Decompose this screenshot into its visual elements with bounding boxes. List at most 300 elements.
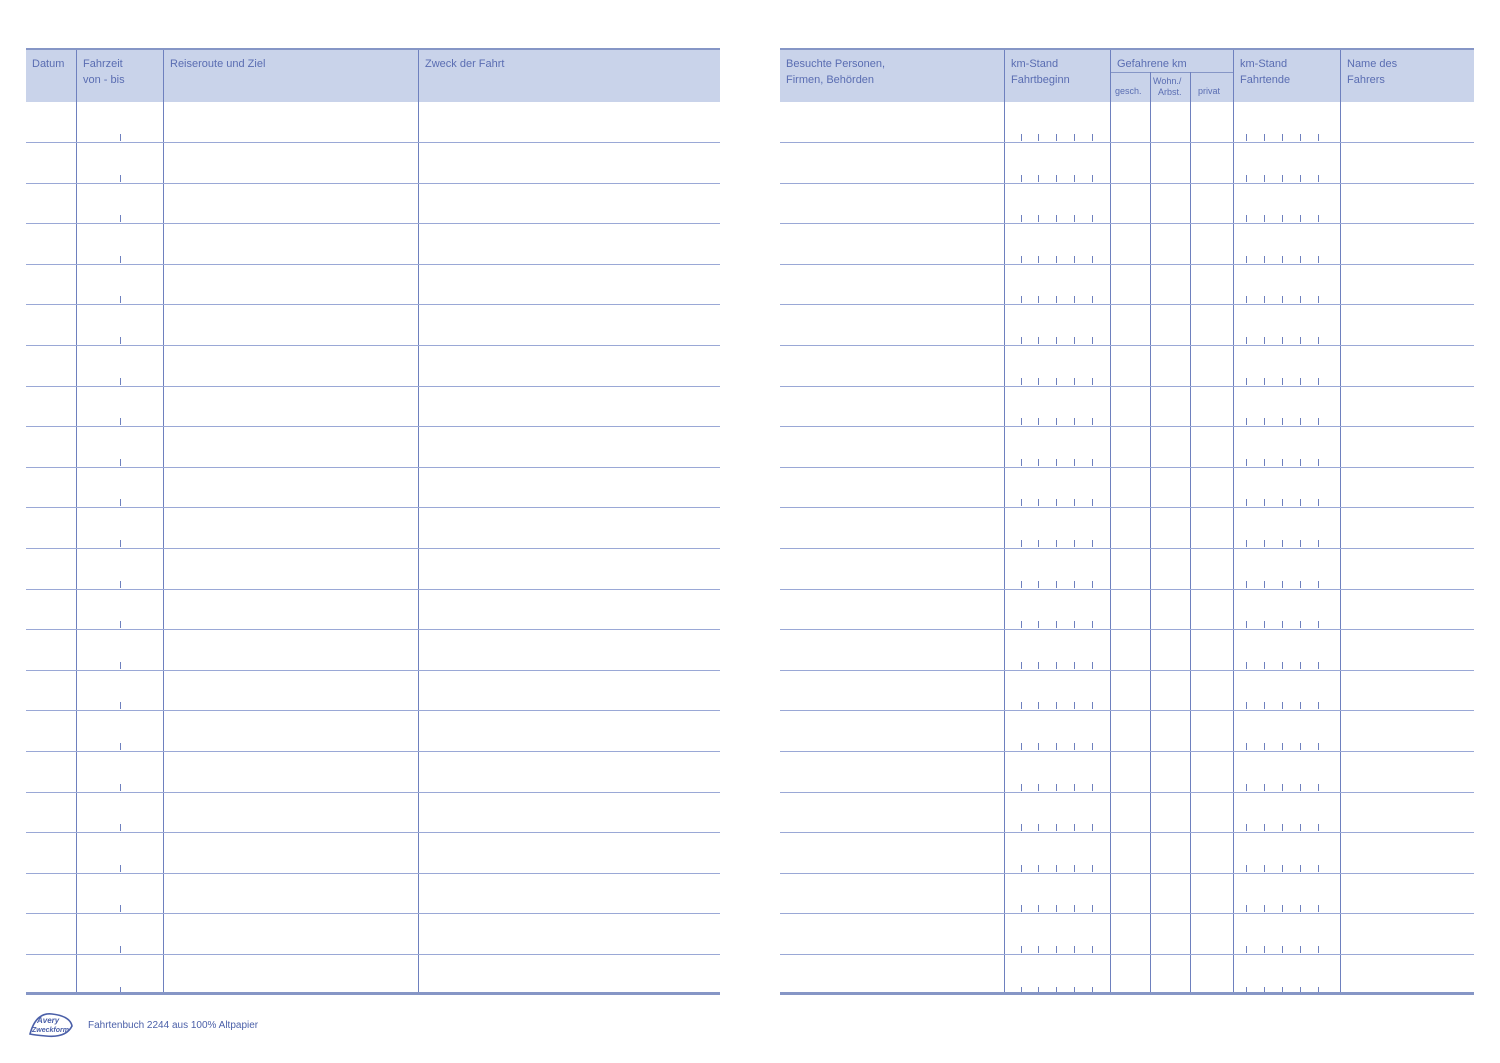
digit-tick — [1038, 378, 1039, 385]
digit-tick — [1264, 418, 1265, 425]
digit-tick — [120, 418, 121, 425]
digit-tick — [1246, 134, 1247, 141]
digit-tick — [1318, 215, 1319, 222]
header-besuchte-line2: Firmen, Behörden — [786, 74, 875, 86]
row-rule — [780, 426, 1474, 427]
digit-tick — [1074, 296, 1075, 303]
digit-tick — [1264, 621, 1265, 628]
digit-tick — [1056, 621, 1057, 628]
digit-tick — [1264, 743, 1265, 750]
digit-tick — [1264, 296, 1265, 303]
digit-tick — [1264, 784, 1265, 791]
digit-tick — [1021, 418, 1022, 425]
digit-tick — [1056, 540, 1057, 547]
digit-tick — [1300, 337, 1301, 344]
digit-tick — [1282, 702, 1283, 709]
digit-tick — [1264, 824, 1265, 831]
header-km-beginn-line1: km-Stand — [1011, 58, 1059, 70]
digit-tick — [120, 499, 121, 506]
logo-text-line1: Avery — [37, 1016, 60, 1025]
digit-tick — [1074, 743, 1075, 750]
row-rule — [26, 142, 720, 143]
row-rule — [780, 264, 1474, 265]
digit-tick — [1021, 621, 1022, 628]
digit-tick — [1282, 905, 1283, 912]
header-fahrer-line2: Fahrers — [1347, 74, 1385, 86]
digit-tick — [1300, 215, 1301, 222]
digit-tick — [1282, 743, 1283, 750]
header-km-ende-line2: Fahrtende — [1240, 74, 1291, 86]
digit-tick — [1264, 175, 1265, 182]
digit-tick — [1056, 743, 1057, 750]
digit-tick — [1056, 378, 1057, 385]
digit-tick — [120, 256, 121, 263]
digit-tick — [1092, 540, 1093, 547]
digit-tick — [1056, 702, 1057, 709]
digit-tick — [1282, 499, 1283, 506]
row-rule — [26, 467, 720, 468]
header-zweck-label: Zweck der Fahrt — [425, 58, 505, 70]
digit-tick — [1282, 784, 1283, 791]
header-reiseroute-label: Reiseroute und Ziel — [170, 58, 266, 70]
digit-tick — [1318, 540, 1319, 547]
row-rule — [780, 913, 1474, 914]
digit-tick — [1246, 581, 1247, 588]
digit-tick — [1246, 662, 1247, 669]
digit-tick — [1318, 621, 1319, 628]
header-km-beginn — [1005, 50, 1111, 104]
digit-tick — [120, 824, 121, 831]
digit-tick — [1074, 540, 1075, 547]
digit-tick — [1021, 256, 1022, 263]
row-rule — [26, 629, 720, 630]
row-rule — [26, 954, 720, 955]
digit-tick — [1038, 175, 1039, 182]
digit-tick — [1300, 459, 1301, 466]
row-rule — [26, 913, 720, 914]
digit-tick — [120, 337, 121, 344]
row-rule — [26, 589, 720, 590]
digit-tick — [120, 621, 121, 628]
digit-tick — [1300, 946, 1301, 953]
digit-tick — [1038, 459, 1039, 466]
digit-tick — [1282, 824, 1283, 831]
row-rule — [26, 548, 720, 549]
digit-tick — [1074, 215, 1075, 222]
header-datum-label: Datum — [32, 58, 65, 70]
row-rule — [780, 629, 1474, 630]
digit-tick — [1246, 256, 1247, 263]
digit-tick — [1056, 337, 1057, 344]
digit-tick — [1056, 662, 1057, 669]
digit-tick — [1246, 946, 1247, 953]
digit-tick — [1021, 296, 1022, 303]
digit-tick — [1021, 581, 1022, 588]
digit-tick — [1092, 418, 1093, 425]
header-km-ende-line1: km-Stand — [1240, 58, 1288, 70]
digit-tick — [1246, 824, 1247, 831]
digit-tick — [1074, 662, 1075, 669]
digit-tick — [1264, 905, 1265, 912]
digit-tick — [1092, 256, 1093, 263]
digit-tick — [1021, 378, 1022, 385]
digit-tick — [120, 784, 121, 791]
digit-tick — [1246, 621, 1247, 628]
digit-tick — [1282, 459, 1283, 466]
digit-tick — [1318, 743, 1319, 750]
digit-tick — [1038, 581, 1039, 588]
digit-tick — [1074, 824, 1075, 831]
digit-tick — [1021, 499, 1022, 506]
row-rule — [26, 223, 720, 224]
row-rule — [26, 832, 720, 833]
digit-tick — [1246, 743, 1247, 750]
digit-tick — [1246, 905, 1247, 912]
subheader-wohn-line2: Arbst. — [1158, 87, 1182, 97]
column-divider — [418, 50, 419, 995]
digit-tick — [120, 581, 121, 588]
digit-tick — [1092, 337, 1093, 344]
digit-tick — [1264, 540, 1265, 547]
row-rule — [26, 873, 720, 874]
subheader-gesch: gesch. — [1115, 86, 1142, 96]
digit-tick — [1021, 784, 1022, 791]
digit-tick — [1318, 905, 1319, 912]
digit-tick — [1264, 337, 1265, 344]
digit-tick — [1021, 905, 1022, 912]
digit-tick — [1246, 418, 1247, 425]
digit-tick — [120, 459, 121, 466]
digit-tick — [1021, 337, 1022, 344]
digit-tick — [1056, 418, 1057, 425]
digit-tick — [1074, 134, 1075, 141]
digit-tick — [1038, 418, 1039, 425]
digit-tick — [1021, 946, 1022, 953]
logo-text-line2: Zweckform — [32, 1027, 69, 1034]
column-divider — [1190, 72, 1191, 995]
row-rule — [780, 507, 1474, 508]
digit-tick — [1038, 256, 1039, 263]
digit-tick — [1264, 215, 1265, 222]
row-rule — [26, 670, 720, 671]
digit-tick — [1264, 499, 1265, 506]
digit-tick — [1264, 865, 1265, 872]
column-divider — [163, 50, 164, 995]
digit-tick — [1300, 256, 1301, 263]
digit-tick — [1318, 865, 1319, 872]
row-rule — [26, 751, 720, 752]
digit-tick — [1318, 378, 1319, 385]
digit-tick — [1021, 702, 1022, 709]
row-rule — [26, 386, 720, 387]
digit-tick — [1074, 621, 1075, 628]
row-rule — [780, 710, 1474, 711]
digit-tick — [1264, 946, 1265, 953]
digit-tick — [1318, 459, 1319, 466]
digit-tick — [1021, 662, 1022, 669]
row-rule — [780, 183, 1474, 184]
header-besuchte-line1: Besuchte Personen, — [786, 58, 886, 70]
digit-tick — [1074, 337, 1075, 344]
row-rule — [780, 386, 1474, 387]
digit-tick — [1074, 946, 1075, 953]
digit-tick — [120, 865, 121, 872]
header-gefahrene-km-label: Gefahrene km — [1117, 58, 1187, 70]
digit-tick — [1300, 824, 1301, 831]
column-divider — [1340, 50, 1341, 995]
digit-tick — [1021, 134, 1022, 141]
digit-tick — [1074, 378, 1075, 385]
digit-tick — [1282, 621, 1283, 628]
digit-tick — [1318, 784, 1319, 791]
digit-tick — [1318, 175, 1319, 182]
digit-tick — [1074, 499, 1075, 506]
row-rule — [780, 345, 1474, 346]
digit-tick — [1300, 784, 1301, 791]
row-rule — [780, 142, 1474, 143]
digit-tick — [120, 540, 121, 547]
digit-tick — [1318, 256, 1319, 263]
digit-tick — [1318, 824, 1319, 831]
digit-tick — [1021, 824, 1022, 831]
digit-tick — [120, 296, 121, 303]
digit-tick — [1264, 662, 1265, 669]
digit-tick — [1282, 418, 1283, 425]
digit-tick — [1264, 256, 1265, 263]
digit-tick — [1038, 865, 1039, 872]
left-header-band — [26, 48, 720, 102]
header-fahrer — [1341, 50, 1473, 104]
digit-tick — [1038, 702, 1039, 709]
digit-tick — [120, 134, 121, 141]
digit-tick — [1056, 256, 1057, 263]
subheader-rule — [1111, 72, 1233, 73]
digit-tick — [1074, 459, 1075, 466]
digit-tick — [1074, 418, 1075, 425]
header-zweck — [419, 50, 719, 104]
digit-tick — [120, 215, 121, 222]
digit-tick — [1282, 378, 1283, 385]
digit-tick — [1092, 175, 1093, 182]
digit-tick — [1056, 215, 1057, 222]
digit-tick — [1092, 702, 1093, 709]
row-rule — [780, 832, 1474, 833]
digit-tick — [1282, 946, 1283, 953]
digit-tick — [1300, 865, 1301, 872]
digit-tick — [1246, 540, 1247, 547]
row-rule — [780, 589, 1474, 590]
digit-tick — [1300, 175, 1301, 182]
column-divider — [1150, 72, 1151, 995]
digit-tick — [1056, 865, 1057, 872]
right-header-band — [780, 48, 1474, 102]
subheader-wohn-line1: Wohn./ — [1153, 76, 1182, 86]
digit-tick — [1056, 296, 1057, 303]
digit-tick — [1056, 175, 1057, 182]
digit-tick — [1038, 946, 1039, 953]
row-rule — [26, 792, 720, 793]
digit-tick — [1318, 702, 1319, 709]
digit-tick — [1074, 905, 1075, 912]
digit-tick — [1300, 621, 1301, 628]
digit-tick — [1300, 378, 1301, 385]
digit-tick — [1282, 256, 1283, 263]
digit-tick — [1092, 378, 1093, 385]
digit-tick — [1038, 621, 1039, 628]
avery-zweckform-logo-icon — [26, 1008, 76, 1040]
digit-tick — [1300, 905, 1301, 912]
row-rule — [780, 304, 1474, 305]
digit-tick — [120, 905, 121, 912]
digit-tick — [1038, 337, 1039, 344]
digit-tick — [1318, 946, 1319, 953]
left-page — [26, 48, 720, 996]
digit-tick — [1038, 905, 1039, 912]
column-divider — [1233, 50, 1234, 995]
digit-tick — [1246, 296, 1247, 303]
row-rule — [26, 426, 720, 427]
digit-tick — [1038, 499, 1039, 506]
digit-tick — [1092, 865, 1093, 872]
digit-tick — [1300, 296, 1301, 303]
row-rule — [780, 223, 1474, 224]
digit-tick — [1300, 662, 1301, 669]
digit-tick — [1092, 296, 1093, 303]
digit-tick — [1282, 865, 1283, 872]
digit-tick — [1074, 865, 1075, 872]
digit-tick — [1318, 581, 1319, 588]
digit-tick — [1318, 662, 1319, 669]
digit-tick — [1282, 581, 1283, 588]
digit-tick — [1056, 499, 1057, 506]
digit-tick — [1246, 784, 1247, 791]
digit-tick — [1056, 459, 1057, 466]
right-bottom-rule — [780, 992, 1474, 995]
header-km-ende — [1234, 50, 1340, 104]
digit-tick — [1282, 175, 1283, 182]
footer-text: Fahrtenbuch 2244 aus 100% Altpapier — [88, 1020, 259, 1031]
digit-tick — [1264, 702, 1265, 709]
row-rule — [26, 345, 720, 346]
digit-tick — [1264, 581, 1265, 588]
digit-tick — [120, 946, 121, 953]
digit-tick — [1021, 743, 1022, 750]
digit-tick — [1246, 378, 1247, 385]
digit-tick — [1246, 215, 1247, 222]
digit-tick — [1318, 134, 1319, 141]
digit-tick — [1092, 743, 1093, 750]
row-rule — [780, 954, 1474, 955]
digit-tick — [1246, 702, 1247, 709]
left-bottom-rule — [26, 992, 720, 995]
digit-tick — [1092, 499, 1093, 506]
digit-tick — [1300, 418, 1301, 425]
digit-tick — [1300, 540, 1301, 547]
row-rule — [780, 670, 1474, 671]
digit-tick — [1300, 581, 1301, 588]
digit-tick — [1038, 215, 1039, 222]
row-rule — [780, 873, 1474, 874]
digit-tick — [1038, 296, 1039, 303]
digit-tick — [1318, 418, 1319, 425]
digit-tick — [1264, 378, 1265, 385]
row-rule — [780, 467, 1474, 468]
digit-tick — [1282, 540, 1283, 547]
digit-tick — [1282, 215, 1283, 222]
digit-tick — [1318, 499, 1319, 506]
digit-tick — [1038, 134, 1039, 141]
digit-tick — [1246, 499, 1247, 506]
digit-tick — [1074, 256, 1075, 263]
row-rule — [780, 792, 1474, 793]
digit-tick — [1092, 662, 1093, 669]
digit-tick — [1038, 662, 1039, 669]
digit-tick — [120, 662, 121, 669]
header-fahrzeit — [77, 50, 163, 104]
header-besuchte-personen — [780, 50, 1004, 104]
digit-tick — [120, 175, 121, 182]
digit-tick — [120, 702, 121, 709]
digit-tick — [120, 743, 121, 750]
digit-tick — [1264, 134, 1265, 141]
digit-tick — [1282, 134, 1283, 141]
digit-tick — [1056, 946, 1057, 953]
column-divider — [76, 50, 77, 995]
digit-tick — [1056, 824, 1057, 831]
digit-tick — [1092, 621, 1093, 628]
header-km-beginn-line2: Fahrtbeginn — [1011, 74, 1070, 86]
row-rule — [26, 710, 720, 711]
digit-tick — [1246, 175, 1247, 182]
digit-tick — [1092, 905, 1093, 912]
digit-tick — [1074, 175, 1075, 182]
digit-tick — [1092, 581, 1093, 588]
row-rule — [780, 751, 1474, 752]
digit-tick — [1038, 540, 1039, 547]
digit-tick — [1300, 702, 1301, 709]
row-rule — [26, 507, 720, 508]
digit-tick — [1246, 865, 1247, 872]
digit-tick — [1038, 824, 1039, 831]
digit-tick — [1282, 296, 1283, 303]
column-divider — [1110, 50, 1111, 995]
header-fahrzeit-line2: von - bis — [83, 74, 125, 86]
digit-tick — [1092, 134, 1093, 141]
digit-tick — [1038, 743, 1039, 750]
footer — [26, 1008, 526, 1048]
digit-tick — [1246, 337, 1247, 344]
digit-tick — [1300, 499, 1301, 506]
digit-tick — [1021, 459, 1022, 466]
digit-tick — [1074, 581, 1075, 588]
row-rule — [26, 264, 720, 265]
header-datum — [26, 50, 76, 104]
right-page — [780, 48, 1474, 996]
digit-tick — [1021, 215, 1022, 222]
header-reiseroute — [164, 50, 418, 104]
digit-tick — [1300, 134, 1301, 141]
row-rule — [26, 183, 720, 184]
digit-tick — [1282, 337, 1283, 344]
digit-tick — [1092, 459, 1093, 466]
row-rule — [780, 548, 1474, 549]
digit-tick — [1056, 134, 1057, 141]
digit-tick — [1021, 175, 1022, 182]
column-divider — [1004, 50, 1005, 995]
digit-tick — [1056, 784, 1057, 791]
digit-tick — [1092, 215, 1093, 222]
digit-tick — [1246, 459, 1247, 466]
